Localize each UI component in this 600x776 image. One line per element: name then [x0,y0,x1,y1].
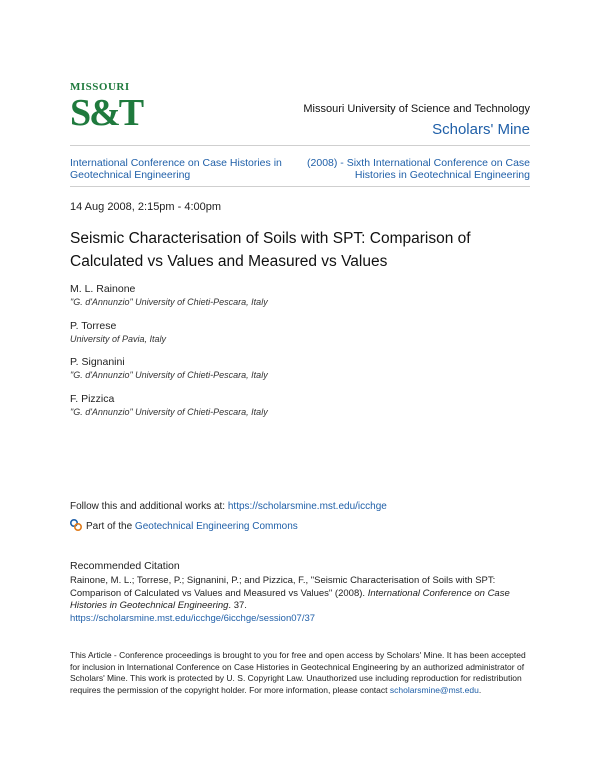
author-block [70,320,530,345]
part-of-text: Part of the [86,521,135,532]
access-notice [70,650,530,696]
author-affiliation: "G. d'Annunzio" University of Chieti-Pescara, Italy [70,407,268,417]
network-commons-icon [70,519,82,534]
citation-text: Rainone, M. L.; Torrese, P.; Signanini, P.; and Pizzica, F., "Seismic Characterisation of Soils with SPT: Comparison of Calculated vs Values and Measured vs Values" (2008). [70,575,496,599]
collection-divider [70,186,530,187]
collection-link-edition[interactable]: (2008) - Sixth International Conference on Case Histories in Geotechnical Engineering [307,157,530,181]
contact-email-link[interactable]: scholarsmine@mst.edu [389,684,479,695]
author-affiliation: "G. d'Annunzio" University of Chieti-Pescara, Italy [70,297,268,307]
paper-title: Seismic Characterisation of Soils with SPT: Comparison of Calculated vs Values and Measured vs Values [70,230,471,270]
author-affiliation: "G. d'Annunzio" University of Chieti-Pescara, Italy [70,370,268,380]
citation-number: . 37. [228,600,247,611]
author-name: M. L. Rainone [70,283,136,295]
citation-block [70,575,540,625]
collection-link-conference[interactable]: International Conference on Case Histories in Geotechnical Engineering [70,157,282,181]
missouri-st-logo [70,81,143,134]
author-name: P. Signanini [70,356,125,368]
institution-name: Missouri University of Science and Technology [303,103,530,115]
header-divider [70,145,530,146]
author-block [70,356,530,381]
author-name: P. Torrese [70,320,117,332]
follow-line [70,501,387,512]
logo-st-text: S&T [70,92,143,134]
logo-missouri-text: MISSOURI [70,81,130,93]
follow-text: Follow this and additional works at: [70,501,228,512]
author-block [70,283,530,308]
author-affiliation: University of Pavia, Italy [70,334,167,344]
citation-url-link[interactable]: https://scholarsmine.mst.edu/icchge/6icchge/session07/37 [70,612,316,624]
scholars-mine-link[interactable]: Scholars' Mine [432,121,530,138]
notice-text: This Article - Conference proceedings is brought to you for free and open access by Scholars' Mine. It has been accepted for inclusion in International Conference on Case Histories in Geotechnical Engineering by an authorized administrator of Scholars' Mine. This work is protected by U. S. Copyright Law. Unauthorized use including reproduction for redistribution requires the permission of the copyright holder. For more information, please contact [70,650,526,695]
recommended-citation-heading: Recommended Citation [70,560,180,572]
follow-link[interactable]: https://scholarsmine.mst.edu/icchge [227,501,387,512]
part-of-line [70,519,298,534]
author-name: F. Pizzica [70,393,115,405]
session-date: 14 Aug 2008, 2:15pm - 4:00pm [70,201,222,213]
citation-journal: International Conference on Case Histories in Geotechnical Engineering [70,587,510,611]
author-block [70,393,530,418]
commons-link[interactable]: Geotechnical Engineering Commons [134,521,298,532]
notice-end: . [478,684,482,695]
